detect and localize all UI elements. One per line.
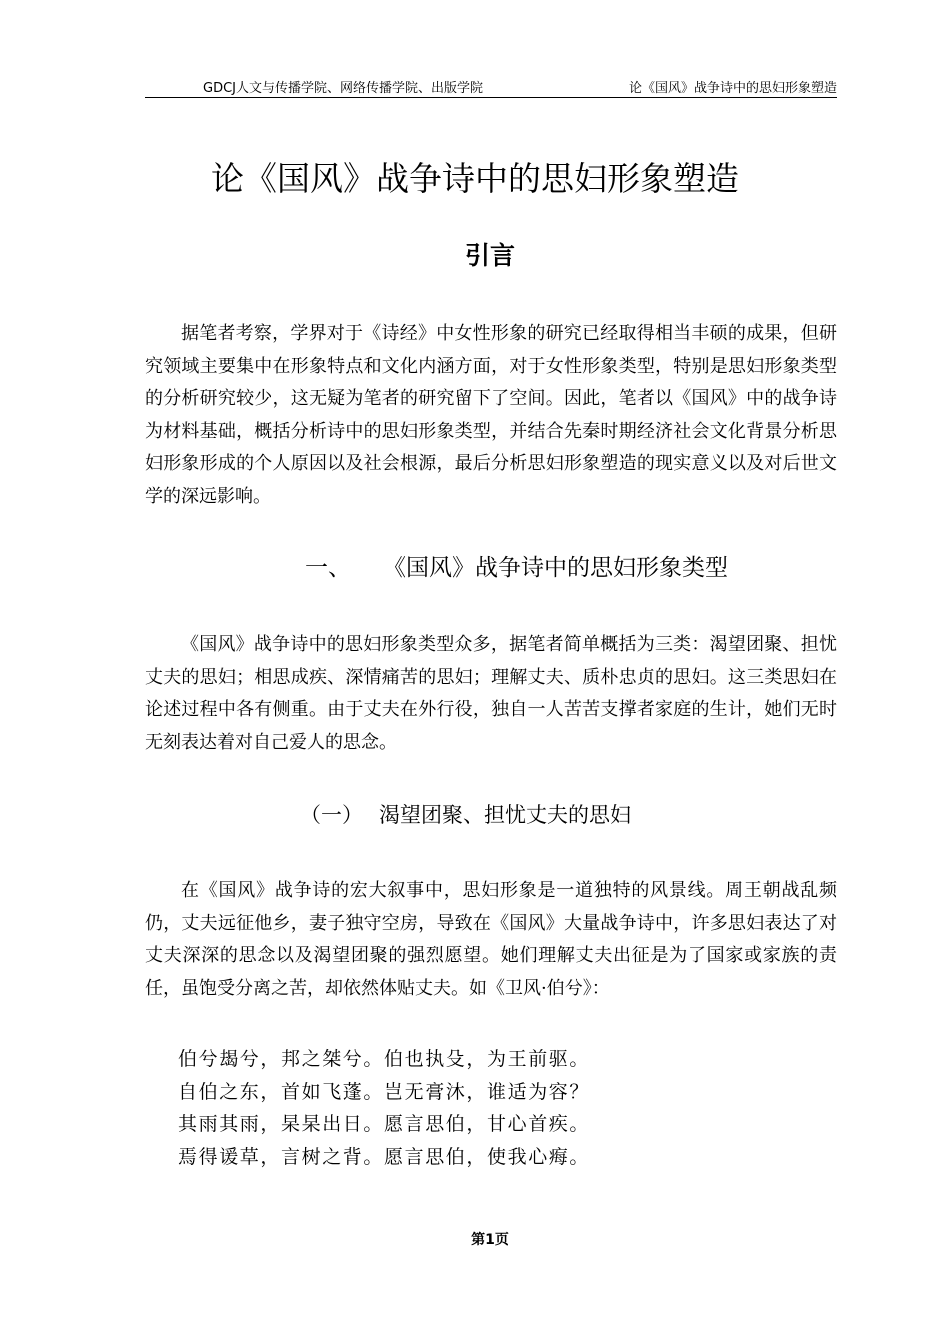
header-paper-title: 论《国风》战争诗中的思妇形象塑造 xyxy=(628,81,837,96)
poem-line: 焉得谖草，言树之背。愿言思伯，使我心痗。 xyxy=(178,1145,591,1168)
section-1-number: 一、 xyxy=(305,555,351,581)
subsection-1-title: 渴望团聚、担忧丈夫的思妇 xyxy=(379,803,631,827)
paper-title: 论《国风》战争诗中的思妇形象塑造 xyxy=(211,159,739,198)
page-number: 第1页 xyxy=(471,1232,509,1248)
poem-line: 其雨其雨，杲杲出日。愿言思伯，甘心首疾。 xyxy=(178,1113,591,1135)
section-1-title: 《国风》战争诗中的思妇形象类型 xyxy=(383,555,728,581)
header-institution: GDCJ人文与传播学院、网络传播学院、出版学院 xyxy=(203,81,483,96)
subsection-1-paragraph: 在《国风》战争诗的宏大叙事中，思妇形象是一道独特的风景线。周王朝战乱频仍，丈夫远征他乡，妻子独守空房，导致在《国风》大量战争诗中，许多思妇表达了对丈夫深深的思念以及渴望团聚的强烈愿望。她们理解丈夫出征是为了国家或家族的责任，虽饱受分离之苦，却依然体贴丈夫。如《卫风·伯兮》： xyxy=(145,880,837,999)
intro-heading: 引言 xyxy=(464,241,515,270)
page-header xyxy=(145,80,837,98)
section-1-paragraph: 《国风》战争诗中的思妇形象类型众多，据笔者简单概括为三类：渴望团聚、担忧丈夫的思妇；相思成疾、深情痛苦的思妇；理解丈夫、质朴忠贞的思妇。这三类思妇在论述过程中各有侧重。由于丈夫在外行役，独自一人苦苦支撑者家庭的生计，她们无时无刻表达着对自己爱人的思念。 xyxy=(145,634,837,753)
subsection-1-number: （一） xyxy=(300,803,363,827)
poem-block xyxy=(178,1043,590,1173)
poem-line: 自伯之东，首如飞蓬。岂无膏沐，谁适为容？ xyxy=(178,1080,591,1103)
intro-paragraph: 据笔者考察，学界对于《诗经》中女性形象的研究已经取得相当丰硕的成果，但研究领域主要集中在形象特点和文化内涵方面，对于女性形象类型，特别是思妇形象类型的分析研究较少，这无疑为笔者的研究留下了空间。因此，笔者以《国风》中的战争诗为材料基础，概括分析诗中的思妇形象类型，并结合先秦时期经济社会文化背景分析思妇形象形成的个人原因以及社会根源，最后分析思妇形象塑造的现实意义以及对后世文学的深远影响。 xyxy=(145,323,837,507)
poem-line: 伯兮朅兮，邦之桀兮。伯也执殳，为王前驱。 xyxy=(178,1048,591,1070)
